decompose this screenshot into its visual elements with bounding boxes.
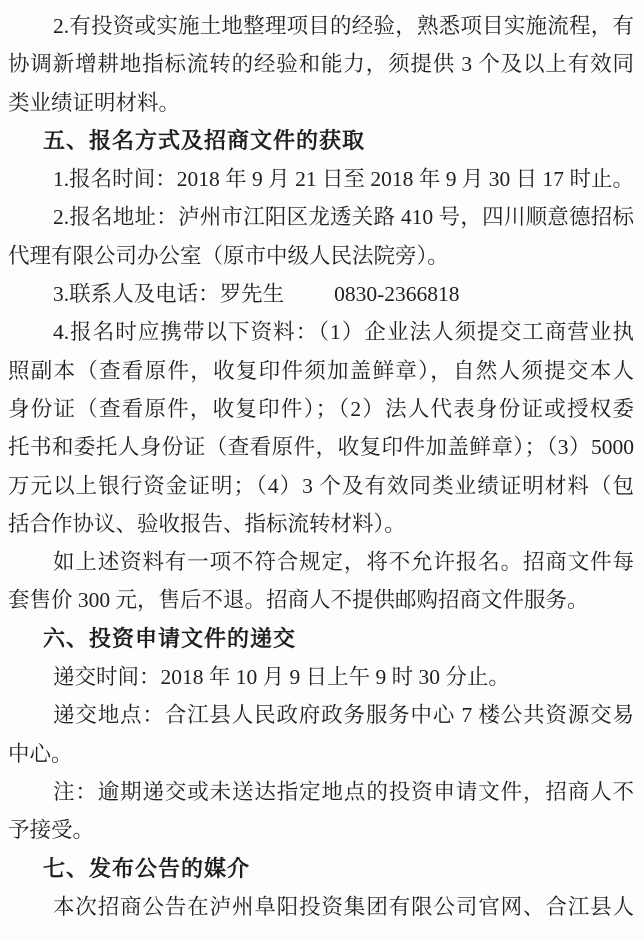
- text-line: 代理有限公司办公室（原市中级人民法院旁）。: [8, 243, 449, 268]
- text-line: 2.有投资或实施土地整理项目的经验，熟悉项目实施流程，有: [53, 14, 634, 38]
- section-heading-6: 六、投资申请文件的递交: [43, 625, 297, 651]
- text-line: 套售价 300 元，售后不退。招商人不提供邮购招商文件服务。: [8, 588, 589, 613]
- text-line: 类业绩证明材料。: [8, 90, 181, 115]
- contact-phone: 0830-2366818: [334, 282, 460, 307]
- text-line: 托书和委托人身份证（查看原件，收复印件加盖鲜章）；（3）5000: [8, 435, 634, 460]
- text-line: 4.报名时应携带以下资料：（1）企业法人须提交工商营业执: [53, 320, 634, 345]
- text-line: 递交时间：2018 年 10 月 9 日上午 9 时 30 分止。: [53, 665, 510, 690]
- text-line: 予接受。: [8, 818, 95, 843]
- text-line: 递交地点：合江县人民政府政务服务中心 7 楼公共资源交易: [53, 703, 634, 728]
- text-line: 1.报名时间：2018 年 9 月 21 日至 2018 年 9 月 30 日 17 时止。: [53, 167, 634, 192]
- text-line: 括合作协议、验收报告、指标流转材料）。: [8, 511, 406, 536]
- text-line: 万元以上银行资金证明；（4）3 个及有效同类业绩证明材料（包: [8, 473, 634, 498]
- text-line: 照副本（查看原件，收复印件须加盖鲜章），自然人须提交本人: [8, 358, 634, 383]
- section-heading-5: 五、报名方式及招商文件的获取: [43, 127, 366, 153]
- text-line: 如上述资料有一项不符合规定，将不允许报名。招商文件每: [53, 550, 634, 575]
- contact-label: 3.联系人及电话：罗先生: [53, 282, 285, 307]
- section-heading-7: 七、发布公告的媒介: [43, 855, 251, 881]
- text-line: 2.报名地址：泸州市江阳区龙透关路 410 号，四川顺意德招标: [53, 205, 634, 230]
- text-line: 中心。: [8, 741, 73, 766]
- contact-line: [8, 275, 634, 313]
- text-line: 身份证（查看原件，收复印件）；（2）法人代表身份证或授权委: [8, 396, 634, 421]
- text-line: 协调新增耕地指标流转的经验和能力，须提供 3 个及以上有效同: [8, 52, 634, 77]
- text-line: 本次招商公告在泸州阜阳投资集团有限公司官网、合江县人: [53, 894, 634, 919]
- text-line: 注：逾期递交或未送达指定地点的投资申请文件，招商人不: [53, 779, 634, 804]
